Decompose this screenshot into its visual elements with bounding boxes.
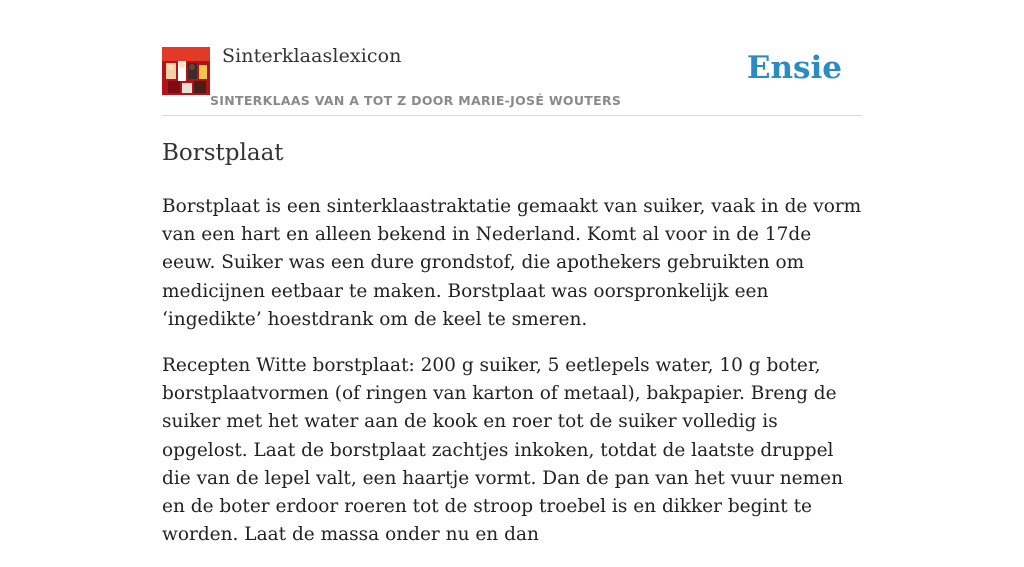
article-body [162,193,862,567]
header [162,0,862,116]
lexicon-subtitle: SINTERKLAAS VAN A TOT Z DOOR MARIE-JOSÉ WOUTERS [210,93,622,108]
avatar-image [162,47,210,95]
lexicon-avatar[interactable] [162,47,210,95]
lexicon-name-link[interactable]: Sinterklaaslexicon [222,45,402,67]
article-paragraph: Borstplaat is een sinterklaastraktatie gemaakt van suiker, vaak in de vorm van een hart en alleen bekend in Nederland. Komt al voor in de 17de eeuw. Suiker was een dure grondstof, die apothekers gebruikten om medicijnen eetbaar te maken. Borstplaat was oorspronkelijk een ‘ingedikte’ hoestdrank om de keel te smeren. [162,196,862,330]
article-title: Borstplaat [162,140,284,166]
page-container [162,0,862,546]
article-paragraph: Recepten Witte borstplaat: 200 g suiker, 5 eetlepels water, 10 g boter, borstplaatvormen (of ringen van karton of metaal), bakpapier. Breng de suiker met het water aan de kook en roer tot de suiker volledig is opgelost. Laat de borstplaat zachtjes inkoken, totdat de laatste druppel die van de lepel valt, een haartje vormt. Dan de pan van het vuur nemen en de boter erdoor roeren tot de stroop troebel is en dikker begint te worden. Laat de massa onder nu en dan [162,355,843,546]
ensie-logo[interactable]: Ensie [746,50,842,86]
